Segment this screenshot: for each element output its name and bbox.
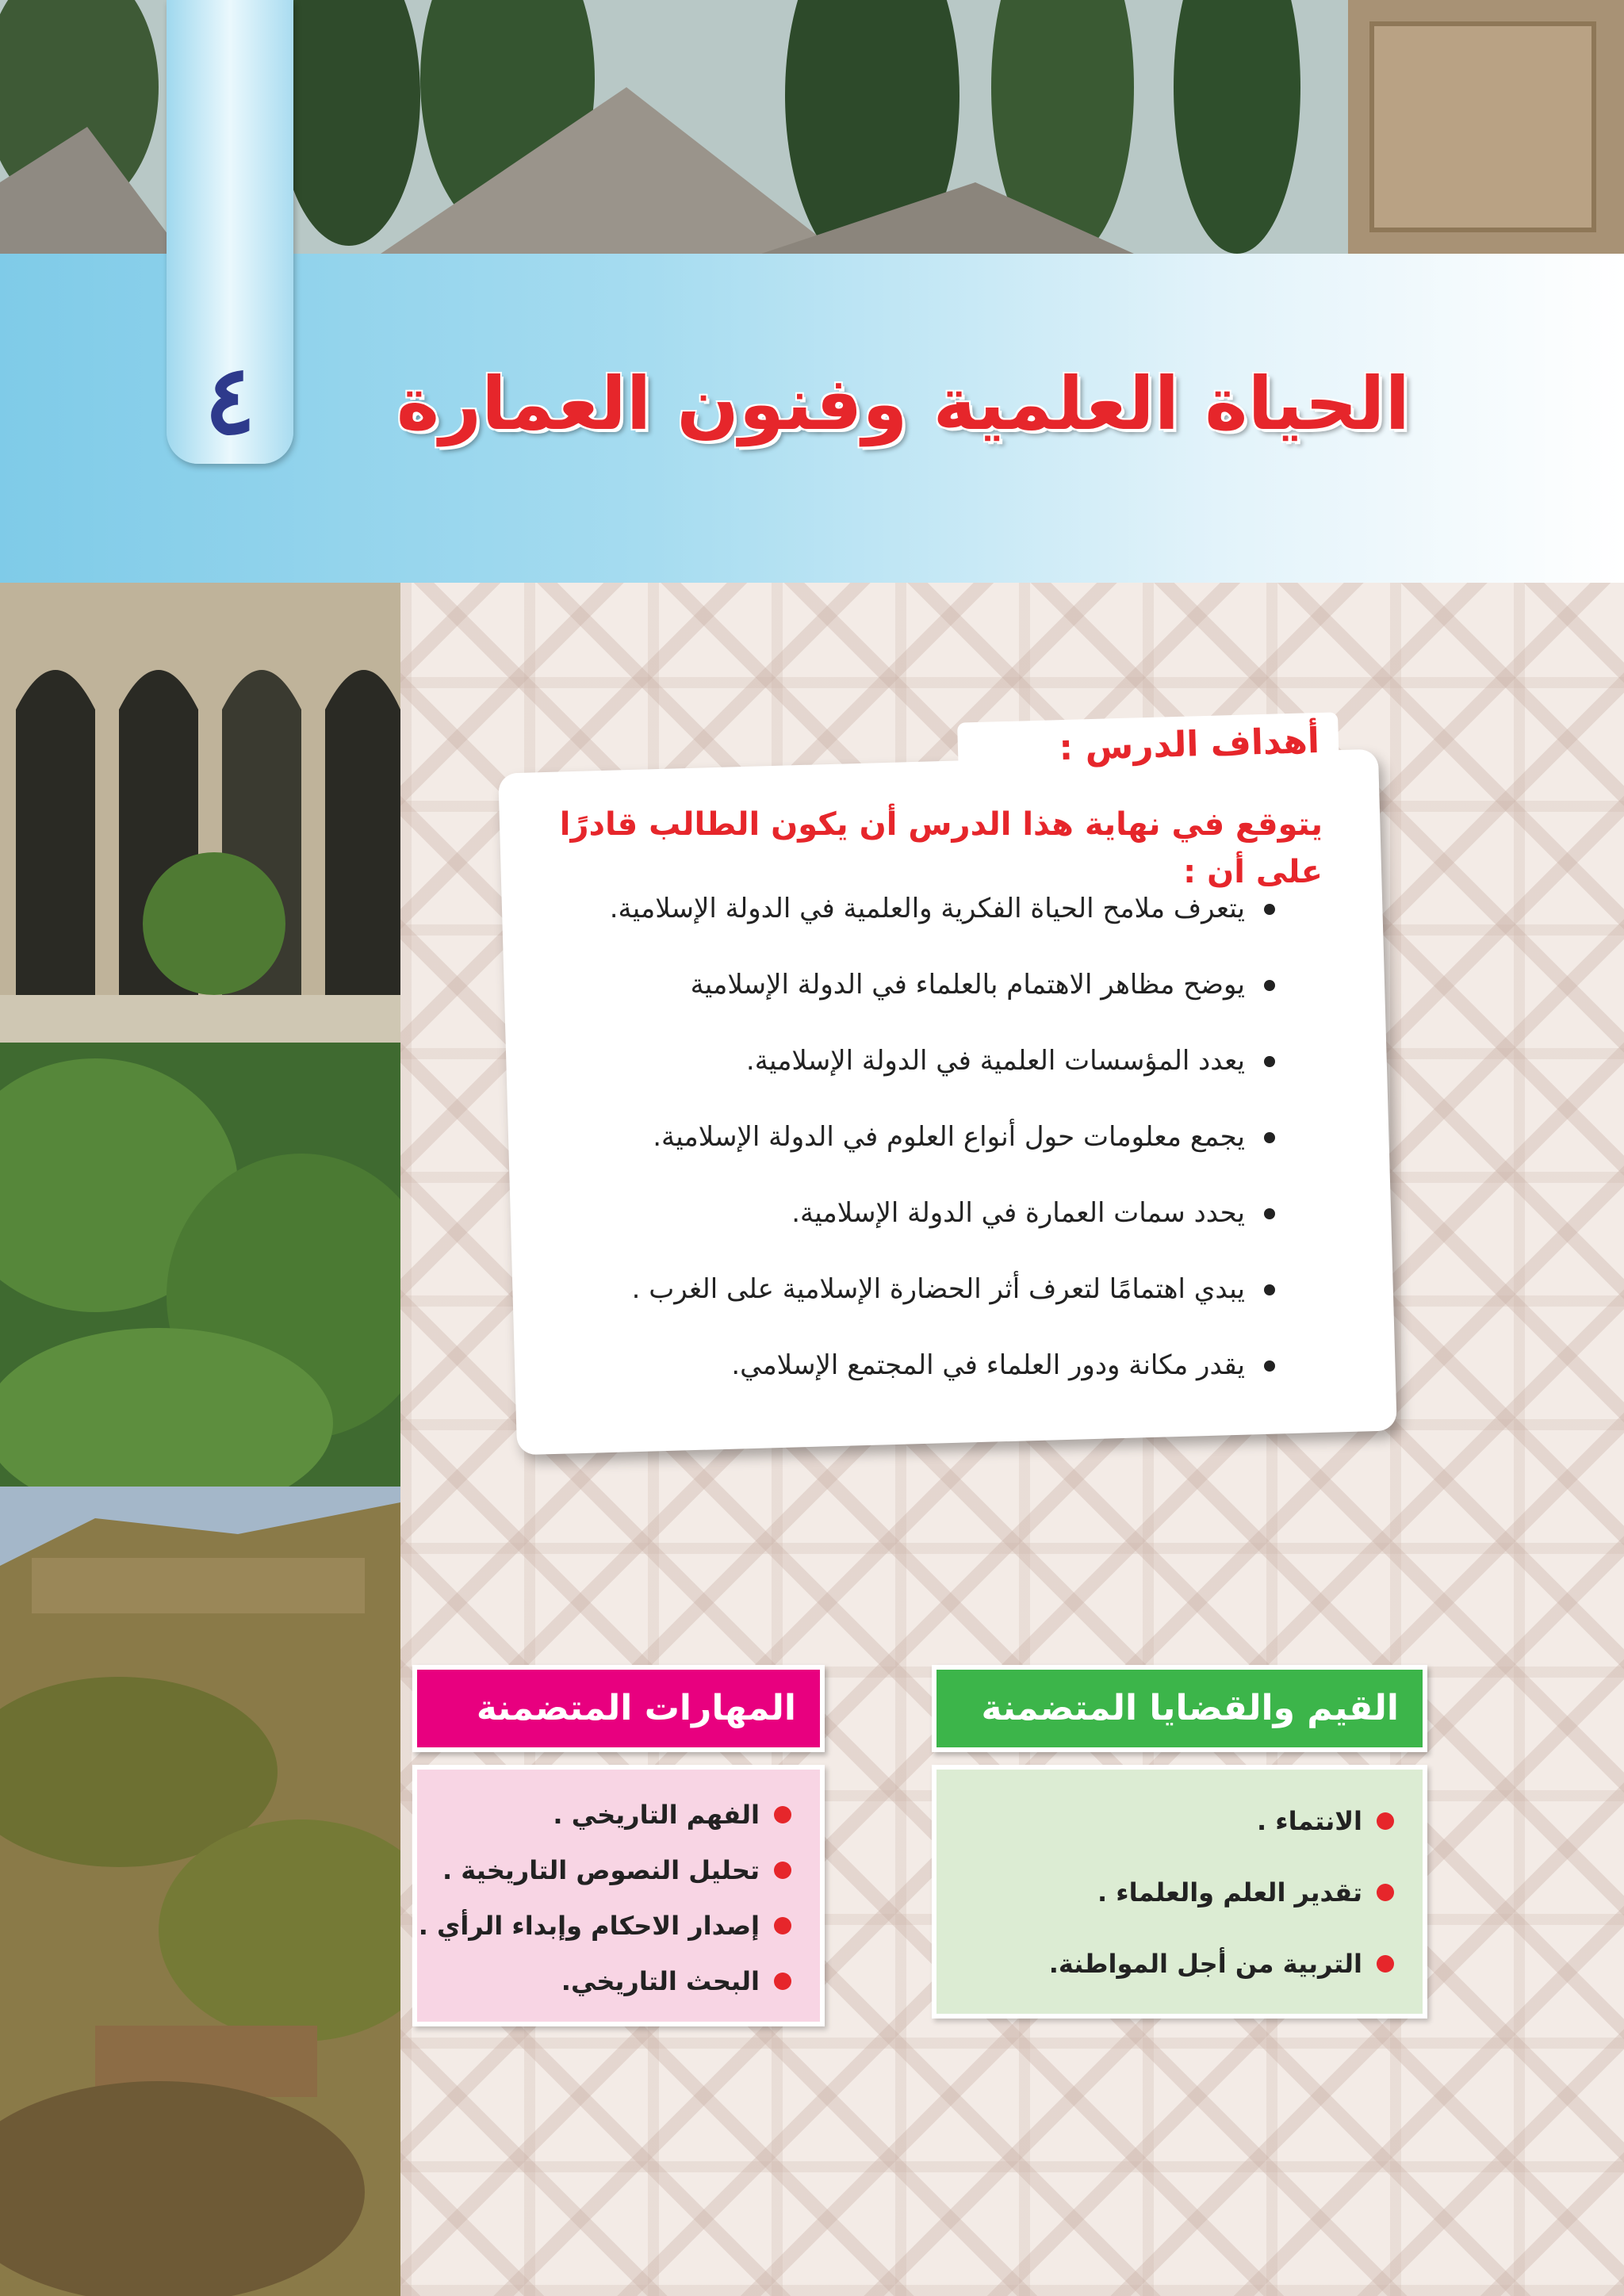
objective-item: يوضح مظاهر الاهتمام بالعلماء في الدولة الإسلامية bbox=[546, 956, 1275, 1032]
skills-box bbox=[412, 1765, 825, 2026]
value-item: التربية من أجل المواطنة. bbox=[1049, 1928, 1394, 1999]
objectives-intro: يتوقع في نهاية هذا الدرس أن يكون الطالب قادرًا على أن : bbox=[559, 806, 1323, 890]
values-list bbox=[1049, 1785, 1394, 1999]
side-photo-illustration bbox=[0, 583, 400, 2296]
objective-item: يتعرف ملامح الحياة الفكرية والعلمية في الدولة الإسلامية. bbox=[546, 880, 1275, 956]
skill-item: البحث التاريخي. bbox=[419, 1954, 791, 2009]
objectives-list bbox=[546, 880, 1275, 1413]
objectives-heading-tab bbox=[957, 712, 1339, 779]
objective-item: يحدد سمات العمارة في الدولة الإسلامية. bbox=[546, 1184, 1275, 1261]
objective-item: يجمع معلومات حول أنواع العلوم في الدولة الإسلامية. bbox=[546, 1108, 1275, 1184]
values-box bbox=[932, 1765, 1427, 2019]
objective-item: يبدي اهتمامًا لتعرف أثر الحضارة الإسلامية على الغرب . bbox=[546, 1261, 1275, 1337]
objective-item: يقدر مكانة ودور العلماء في المجتمع الإسلامي. bbox=[546, 1337, 1275, 1413]
values-heading: القيم والقضايا المتضمنة bbox=[932, 1665, 1427, 1752]
objective-item: يعدد المؤسسات العلمية في الدولة الإسلامية. bbox=[546, 1032, 1275, 1108]
lesson-title: الحياة العلمية وفنون العمارة bbox=[396, 362, 1410, 446]
skill-item: الفهم التاريخي . bbox=[419, 1787, 791, 1843]
objectives-heading: أهداف الدرس : bbox=[1058, 720, 1320, 769]
side-photo bbox=[0, 583, 400, 2296]
value-item: الانتماء . bbox=[1049, 1785, 1394, 1857]
skill-item: إصدار الاحكام وإبداء الرأي . bbox=[419, 1898, 791, 1954]
skill-item: تحليل النصوص التاريخية . bbox=[419, 1843, 791, 1898]
value-item: تقدير العلم والعلماء . bbox=[1049, 1857, 1394, 1928]
lesson-number: ٤ bbox=[204, 344, 256, 456]
skills-list bbox=[419, 1787, 791, 2009]
skills-heading: المهارات المتضمنة bbox=[412, 1665, 825, 1752]
